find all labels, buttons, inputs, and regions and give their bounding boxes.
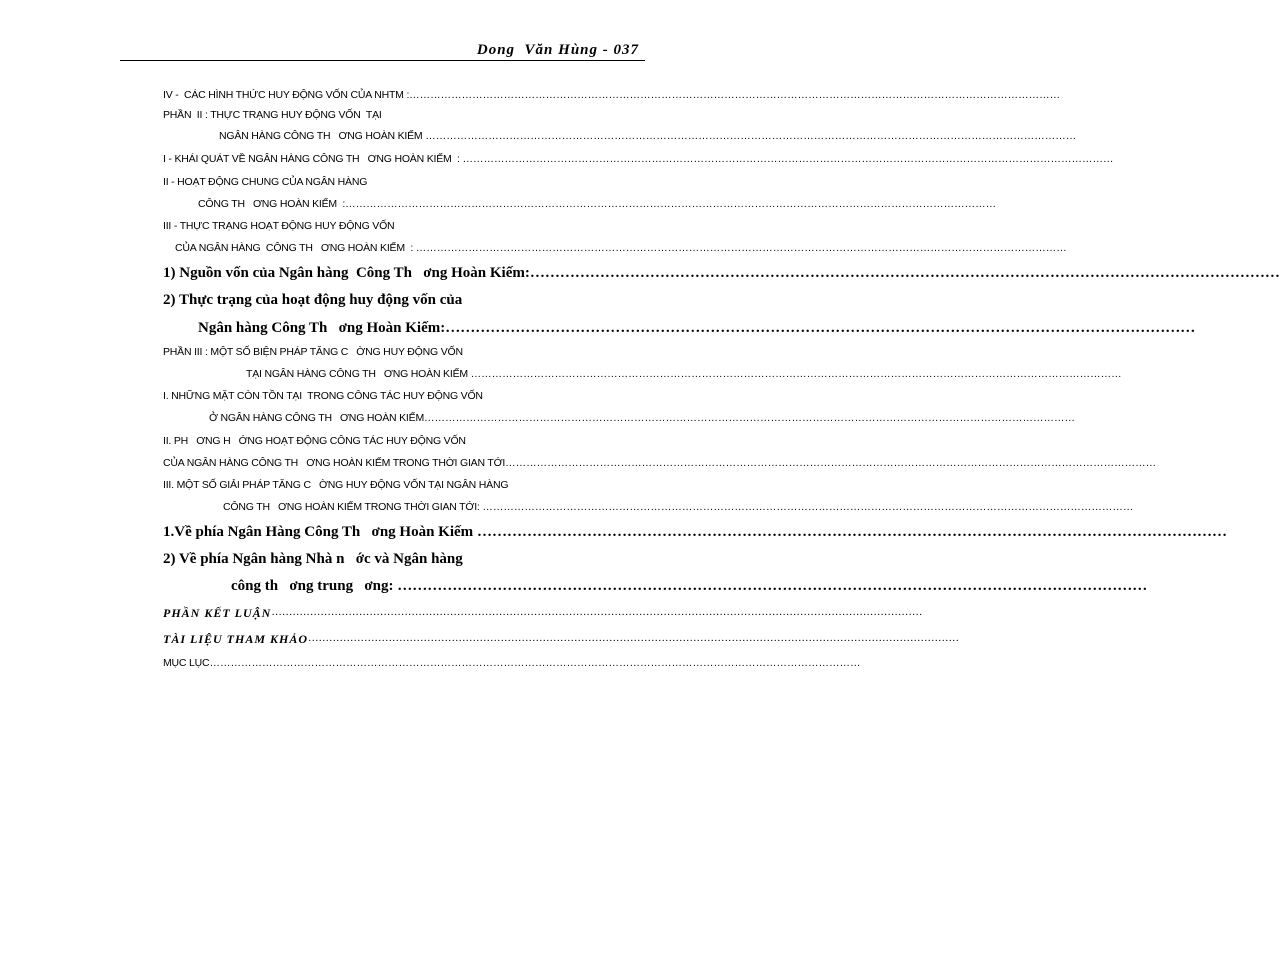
toc-entry-measure-2-cont [231, 576, 1148, 596]
toc-entry-text: Ngân hàng Công Th ơng Hoàn Kiếm: [198, 320, 446, 336]
toc-entry-conclusion [163, 605, 923, 621]
toc-entry-measure-2 [163, 549, 523, 569]
toc-entry-part-ii-cont [219, 129, 1077, 143]
toc-entry-text: CỦA NGÂN HÀNG CÔNG TH ƠNG HOÀN KIẾM : [175, 242, 416, 254]
toc-entry-text: I. NHỮNG MẶT CÒN TỒN TẠI TRONG CÔNG TÁC HUY ĐỘNG VỐN [163, 390, 483, 402]
toc-entry-text: CỦA NGÂN HÀNG CÔNG TH ƠNG HOÀN KIẾM TRONG THỜI GIAN TỚI [163, 457, 506, 469]
toc-leader: …………………………………………………………………………………………………………………………………………………………………… [271, 607, 923, 618]
toc-entry-text: 2) Về phía Ngân hàng Nhà n ớc và Ngân hàng [163, 551, 463, 567]
toc-entry-section-iii-cont [175, 241, 1067, 255]
toc-entry-text: II - HOẠT ĐỘNG CHUNG CỦA NGÂN HÀNG [163, 176, 368, 188]
toc-entry-part-iii-iii-cont [223, 500, 1134, 514]
toc-entry-section-iv [163, 88, 1061, 102]
toc-leader: …………………………………………………………………………………………………………………………………………………………………… [409, 89, 1061, 101]
toc-leader: …………………………………………………………………………………………………………………………………………………………………… [209, 657, 861, 669]
toc-entry-part-iii-ii [163, 434, 563, 448]
toc-entry-text: 1.Về phía Ngân Hàng Công Th ơng Hoàn Kiếm [163, 524, 477, 540]
header-author: Dong Văn Hùng - 037 [476, 42, 639, 58]
toc-leader: …………………………………………………………………………………………………………………………………………………………………… [425, 130, 1077, 142]
toc-entry-text: TẠI NGÂN HÀNG CÔNG TH ƠNG HOÀN KIẾM [246, 368, 471, 380]
toc-leader: …………………………………………………………………………………………………………………………………… [476, 524, 1227, 540]
toc-leader: …………………………………………………………………………………………………………………………………… [445, 320, 1196, 336]
toc-entry-section-ii [163, 175, 483, 189]
toc-entry-text: CÔNG TH ƠNG HOÀN KIẾM : [198, 198, 346, 210]
toc-entry-text: II. PH ƠNG H ỚNG HOẠT ĐỘNG CÔNG TÁC HUY ĐỘNG VỐN [163, 435, 466, 447]
toc-leader: …………………………………………………………………………………………………………………………………… [397, 578, 1148, 594]
toc-entry-part-iii-iii [163, 478, 603, 492]
toc-entry-text: 1) Nguồn vốn của Ngân hàng Công Th ơng Hoàn Kiếm: [163, 265, 530, 281]
toc-leader: …………………………………………………………………………………………………………………………………………………………………… [424, 412, 1075, 424]
toc-entry-text: IV - CÁC HÌNH THỨC HUY ĐỘNG VỐN CỦA NHTM : [163, 89, 410, 101]
toc-entry-text: PHẦN III : MỘT SỐ BIỆN PHÁP TĂNG C ỜNG HUY ĐỘNG VỐN [163, 346, 463, 358]
toc-leader: …………………………………………………………………………………………………………………………………………………………………… [345, 198, 997, 210]
toc-entry-references [163, 631, 960, 647]
toc-entry-text: PHẦN II : THỰC TRẠNG HUY ĐỘNG VỐN TẠI [163, 109, 382, 121]
toc-entry-subsection-1 [163, 263, 1280, 283]
toc-leader: …………………………………………………………………………………………………………………………………… [529, 265, 1280, 281]
toc-entry-section-i [163, 152, 1114, 166]
toc-entry-text: công th ơng trung ơng: [231, 578, 398, 594]
toc-entry-part-iii-cont [246, 367, 1122, 381]
toc-leader: …………………………………………………………………………………………………………………………………………………………………… [462, 153, 1114, 165]
toc-entry-part-ii [163, 108, 483, 122]
toc-leader: …………………………………………………………………………………………………………………………………………………………………… [415, 242, 1067, 254]
toc-entry-contents [163, 656, 861, 670]
toc-entry-subsection-2-cont [198, 318, 1196, 338]
toc-entry-text: CÔNG TH ƠNG HOÀN KIẾM TRONG THỜI GIAN TỚI: [223, 501, 483, 513]
toc-leader: …………………………………………………………………………………………………………………………………………………………………… [482, 501, 1134, 513]
toc-entry-text: 2) Thực trạng của hoạt động huy động vốn của [163, 292, 463, 308]
toc-entry-measure-1 [163, 522, 1227, 542]
toc-entry-text: III - THỰC TRẠNG HOẠT ĐỘNG HUY ĐỘNG VỐN [163, 220, 395, 232]
toc-entry-text: TÀI LIỆU THAM KHẢO [163, 632, 309, 646]
toc-entry-subsection-2 [163, 290, 523, 310]
toc-entry-part-iii [163, 345, 563, 359]
toc-entry-text: III. MỘT SỐ GIẢI PHÁP TĂNG C ỜNG HUY ĐỘNG VỐN TẠI NGÂN HÀNG [163, 479, 509, 491]
toc-entry-text: PHẦN KẾT LUẬN [163, 606, 272, 620]
toc-entry-part-iii-i [163, 389, 583, 403]
toc-entry-section-iii [163, 219, 483, 233]
toc-leader: …………………………………………………………………………………………………………………………………………………………………… [308, 633, 960, 644]
toc-entry-section-ii-cont [198, 197, 997, 211]
toc-entry-text: I - KHÁI QUÁT VỀ NGÂN HÀNG CÔNG TH ƠNG HOÀN KIẾM : [163, 153, 463, 165]
toc-entry-part-iii-i-cont [209, 411, 1075, 425]
toc-entry-text: NGÂN HÀNG CÔNG TH ƠNG HOÀN KIẾM [219, 130, 426, 142]
toc-leader: …………………………………………………………………………………………………………………………………………………………………… [505, 457, 1157, 469]
toc-entry-text: MỤC LỤC [163, 657, 210, 669]
toc-entry-part-iii-ii-cont [163, 456, 1157, 470]
toc-entry-text: Ở NGÂN HÀNG CÔNG TH ƠNG HOÀN KIẾM [209, 412, 424, 424]
toc-leader: …………………………………………………………………………………………………………………………………………………………………… [470, 368, 1122, 380]
